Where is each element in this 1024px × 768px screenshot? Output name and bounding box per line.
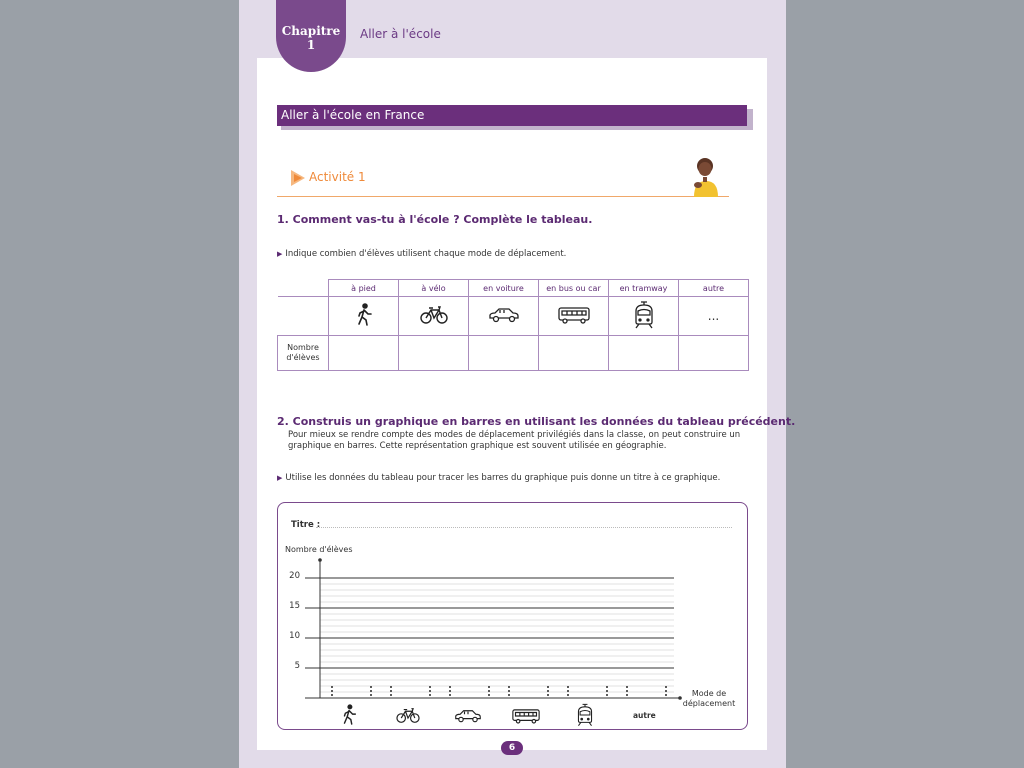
y-axis-arrow [318,558,322,562]
row-header: Nombre d'élèves [278,336,329,371]
chapter-title: Aller à l'école [360,27,441,41]
page-number: 6 [501,741,523,755]
chapter-tab: Chapitre 1 [276,0,346,72]
section-title: Aller à l'école en France [277,105,747,126]
y-tick-label: 10 [289,631,300,641]
graph-title-label: Titre : [291,520,321,530]
bicycle-icon [396,707,420,724]
walking-icon [340,704,358,726]
x-axis-arrow [678,696,682,700]
question-1-title: 1. Comment vas-tu à l'école ? Complète le tableau. [277,213,593,226]
bullet-triangle-icon: ▶ [277,250,283,258]
column-header: à vélo [399,280,469,297]
tram-icon [576,703,594,727]
instruction-text: Indique combien d'élèves utilisent chaque mode de déplacement. [285,249,567,259]
column-header: à pied [329,280,399,297]
column-header: en bus ou car [539,280,609,297]
bullet-triangle-icon: ▶ [277,474,283,482]
car-icon [454,709,482,723]
instruction-text: Utilise les données du tableau pour tracer les barres du graphique puis donne un titre à ce graphique. [285,473,721,483]
column-header: en tramway [609,280,679,297]
x-category-label-autre: autre [633,711,656,720]
column-header: autre [679,280,749,297]
y-axis-label: Nombre d'élèves [285,545,353,554]
y-tick-label: 5 [294,661,300,671]
y-tick-label: 15 [289,601,300,611]
column-header: en voiture [469,280,539,297]
y-tick-label: 20 [289,571,300,581]
question-2-title: 2. Construis un graphique en barres en utilisant les données du tableau précédent. [277,415,796,428]
bus-icon [512,708,540,724]
ellipsis: ... [707,309,720,323]
x-axis-label: Mode de déplacement [682,689,736,708]
question-2-paragraph: Pour mieux se rendre compte des modes de déplacement privilégiés dans la classe, on peut construire un graphique en barres. Cette représentation graphique est souvent utilisée en géographie. [288,430,741,451]
activity-title: Activité 1 [309,170,366,184]
